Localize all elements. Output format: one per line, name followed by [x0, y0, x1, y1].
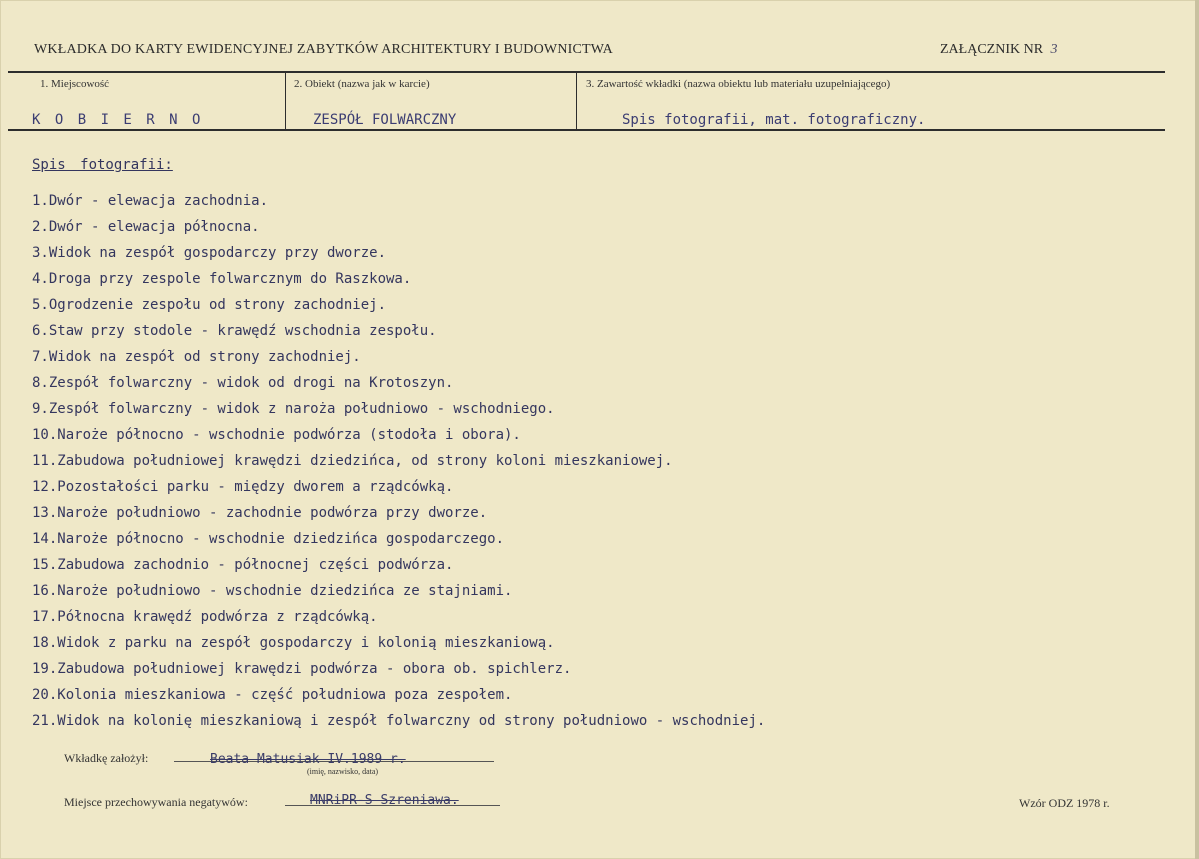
storage-value: MNRiPR-S Szreniawa.	[310, 793, 459, 808]
header-bottom-rule	[8, 129, 1165, 131]
locality-value: K O B I E R N O	[32, 112, 204, 128]
list-item: 21.Widok na kolonię mieszkaniową i zespół folwarczny od strony południowo - wschodniej.	[32, 713, 766, 729]
list-item: 9.Zespół folwarczny - widok z naroża południowo - wschodniego.	[32, 401, 555, 417]
card-edge	[1195, 0, 1199, 859]
list-item: 10.Naroże północno - wschodnie podwórza (stodoła i obora).	[32, 427, 521, 443]
list-item: 15.Zabudowa zachodnio - północnej części podwórza.	[32, 557, 454, 573]
locality-label: 1. Miejscowość	[40, 78, 110, 90]
top-rule	[8, 71, 1165, 73]
founder-value: Beata Matusiak IV.1989 r.	[210, 752, 406, 767]
list-item: 8.Zespół folwarczny - widok od drogi na Krotoszyn.	[32, 375, 454, 391]
list-item: 4.Droga przy zespole folwarcznym do Raszkowa.	[32, 271, 412, 287]
list-item: 3.Widok na zespół gospodarczy przy dworze.	[32, 245, 387, 261]
list-item: 20.Kolonia mieszkaniowa - część południowa poza zespołem.	[32, 687, 513, 703]
list-item: 12.Pozostałości parku - między dworem a rządcówką.	[32, 479, 454, 495]
list-item: 13.Naroże południowo - zachodnie podwórza przy dworze.	[32, 505, 488, 521]
list-item: 5.Ogrodzenie zespołu od strony zachodniej.	[32, 297, 387, 313]
list-item: 16.Naroże południowo - wschodnie dziedzińca ze stajniami.	[32, 583, 513, 599]
photo-list	[32, 190, 765, 736]
contents-value: Spis fotografii, mat. fotograficzny.	[622, 112, 926, 128]
list-item: 7.Widok na zespół od strony zachodniej.	[32, 349, 361, 365]
card-title: WKŁADKA DO KARTY EWIDENCYJNEJ ZABYTKÓW ARCHITEKTURY I BUDOWNICTWA	[34, 42, 613, 57]
list-item: 14.Naroże północno - wschodnie dziedzińca gospodarczego.	[32, 531, 505, 547]
field-divider-1	[285, 73, 286, 129]
object-label: 2. Obiekt (nazwa jak w karcie)	[294, 78, 430, 90]
appendix-label: ZAŁĄCZNIK NR	[940, 42, 1044, 57]
list-item: 2.Dwór - elewacja północna.	[32, 219, 260, 235]
photo-list-title: Spis fotografii:	[32, 157, 173, 173]
list-item: 17.Północna krawędź podwórza z rządcówką.	[32, 609, 378, 625]
field-divider-2	[576, 73, 577, 129]
appendix-number: 3	[1050, 42, 1058, 57]
object-value: ZESPÓŁ FOLWARCZNY	[313, 112, 457, 128]
founder-note: (imię, nazwisko, data)	[307, 767, 379, 776]
appendix-label-group	[940, 42, 1058, 58]
list-item: 19.Zabudowa południowej krawędzi podwórza - obora ob. spichlerz.	[32, 661, 572, 677]
contents-label: 3. Zawartość wkładki (nazwa obiektu lub materiału uzupełniającego)	[586, 78, 891, 90]
list-item: 1.Dwór - elewacja zachodnia.	[32, 193, 269, 209]
founder-label: Wkładkę założył:	[64, 751, 149, 765]
form-version: Wzór ODZ 1978 r.	[1019, 796, 1110, 810]
storage-label: Miejsce przechowywania negatywów:	[64, 795, 248, 809]
list-item: 11.Zabudowa południowej krawędzi dziedzińca, od strony koloni mieszkaniowej.	[32, 453, 673, 469]
list-item: 18.Widok z parku na zespół gospodarczy i kolonią mieszkaniową.	[32, 635, 555, 651]
list-item: 6.Staw przy stodole - krawędź wschodnia zespołu.	[32, 323, 437, 339]
